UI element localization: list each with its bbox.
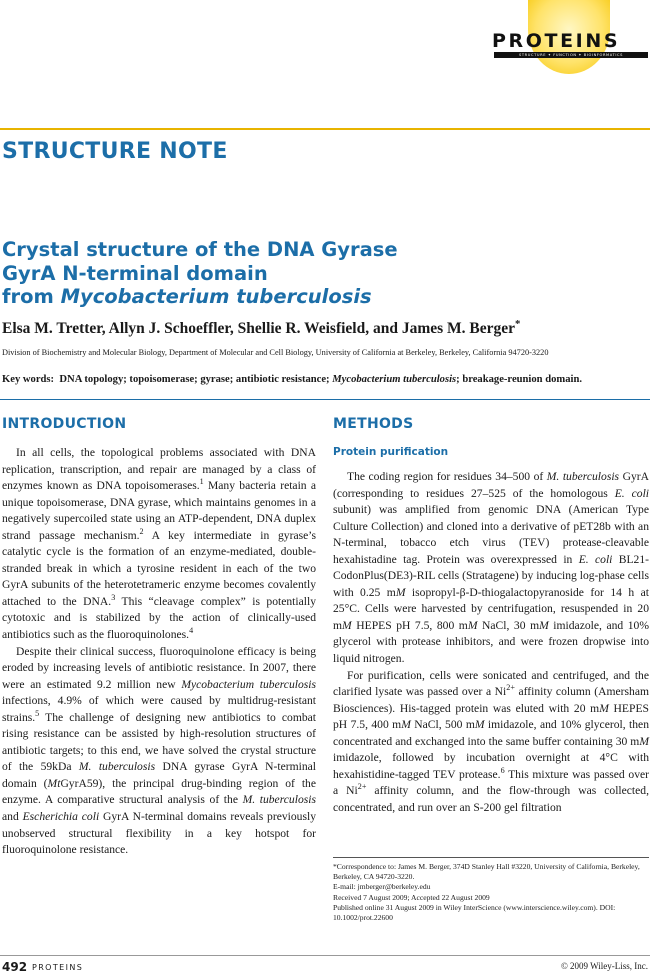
methods-heading: METHODS [333, 416, 414, 432]
introduction-paragraph-2: Despite their clinical success, fluoroquinolone efficacy is being eroded by increasing levels of antibiotic resistance. In 2007, there were an estimated 9.2 million new Mycobacterium tuberculosis infections, 4.9% of which were caused by multidrug-resistant strains.$^5$ The challenge of designing new antibiotics to combat rising resistance can be assisted by high-resolution structures of antibiotic targets; to this end, we have solved the crystal structure of the 59kDa M. tuberculosis DNA gyrase GyrA N-terminal domain (MtGyrA59), the principal drug-binding region of the enzyme. A comparative structural analysis of the M. tuberculosis and Escherichia coli GyrA N-terminal domains reveals previously unobserved structural flexibility in a key hotspot for fluoroquinolone resistance. [2, 644, 316, 857]
footer-divider [0, 955, 650, 956]
title-line-3 [2, 285, 398, 309]
copyright: © 2009 Wiley-Liss, Inc. [560, 961, 648, 971]
footer-journal: PROTEINS [32, 963, 84, 972]
title-species: Mycobacterium tuberculosis [60, 285, 372, 308]
footnote-correspondence: *Correspondence to: James M. Berger, 374D Stanley Hall #3220, University of California, Berkeley, Berkeley, CA 94720-3220. [333, 862, 640, 882]
introduction-heading: INTRODUCTION [2, 416, 127, 432]
title-line-3-prefix: from [2, 285, 61, 308]
ref-6: 6 [500, 765, 505, 775]
page-number: 492 [2, 960, 28, 974]
journal-logo: PROTEINS [492, 30, 621, 52]
footnote-received: Received 7 August 2009; Accepted 22 August 2009 [333, 892, 490, 902]
methods-paragraph-1: The coding region for residues 34–500 of M. tuberculosis GyrA (corresponding to residues 27–525 of the homologous E. coli subunit) was amplified from genomic DNA (American Type Culture Collection) and cloned into a derivative of pET28b with an N-terminal, tobacco etch virus (TEV) protease-cleavable hexahistadine tag. Protein was overexpressed in E. coli BL21-CodonPlus(DE3)-RIL cells (Stratagene) by inducing log-phase cells with 0.25 mM isopropyl-β-D-thiogalactopyranoside for 14 h at 25°C. Cells were harvested by centrifugation, resuspended in 20 mM HEPES pH 7.5, 800 mM NaCl, 30 mM imidazole, and 10% glycerol with protease inhibitors, and were frozen dropwise into liquid nitrogen. [333, 470, 650, 666]
keywords-divider [0, 399, 650, 400]
methods-paragraph-2: For purification, cells were sonicated and centrifuged, and the clarified lysate was passed over a $Ni^{2+}$ affinity column (Amersham Biosciences). His-tagged protein was eluted with 20 mM HEPES pH 7.5, 400 mM NaCl, 500 mM imidazole, and 10% glycerol, then concentrated and exchanged into the same buffer containing 30 mM imidazole, followed by incubation overnight at 4°C with hexahistidine-tagged TEV protease.$^6$ This mixture was passed over a $Ni^{2+}$ affinity column, and the flow-through was collected, concentrated, and run over an S-200 gel filtration [333, 668, 649, 814]
ref-3: 3 [111, 593, 116, 603]
section-label: STRUCTURE NOTE [2, 139, 228, 164]
footnote-published: Published online 31 August 2009 in Wiley InterScience (www.interscience.wiley.com). DOI: 10.1002/prot.22600 [333, 902, 616, 923]
ref-5: 5 [35, 708, 40, 718]
ref-4: 4 [189, 626, 194, 636]
footnote [333, 862, 649, 923]
article-title [2, 238, 398, 309]
keywords-terms-end: ; breakage-reunion domain. [456, 374, 583, 385]
methods-body [333, 469, 649, 816]
introduction-paragraph-1: In all cells, the topological problems associated with DNA replication, transcription, and repair are managed by a class of enzymes known as DNA topoisomerases.$^1$ Many bacteria retain a unique topoisomerase, DNA gyrase, which maintains genomes in a negatively supercoiled state using an ATP-dependent, DNA duplex strand passage mechanism.$^2$ A key intermediate in gyrase’s catalytic cycle is the formation of an enzyme-mediated, double-stranded break in which a tyrosine resident in each of the two GyrA subunits of the heterotetrameric enzyme becomes covalently attached to the DNA.$^3$ This “cleavage complex” is potentially cytotoxic and is stabilized by the action of clinically-used antibiotics such as the fluoroquinolones.$^4$ [2, 446, 316, 642]
author-list [2, 317, 521, 338]
keywords-label: Key words: [2, 374, 55, 385]
header-divider [0, 128, 650, 130]
title-line-2: GyrA N-terminal domain [2, 261, 268, 285]
keywords-species: Mycobacterium tuberculosis [332, 374, 457, 385]
corresponding-mark: * [515, 317, 521, 330]
ref-2: 2 [139, 526, 144, 536]
keywords-terms: DNA topology; topoisomerase; gyrase; antibiotic resistance; [59, 374, 330, 385]
introduction-body [2, 445, 316, 859]
affiliation: Division of Biochemistry and Molecular Biology, Department of Molecular and Cell Biology, University of California at Berkeley, Berkeley, California 94720-3220 [2, 348, 549, 357]
footnote-email: E-mail: jmberger@berkeley.edu [333, 882, 431, 892]
ref-1: 1 [199, 477, 204, 487]
methods-subheading: Protein purification [333, 446, 449, 458]
journal-tagline: STRUCTURE ✦ FUNCTION ✦ BIOINFORMATICS [494, 52, 648, 58]
footnote-divider [333, 857, 649, 858]
keywords [2, 374, 582, 385]
title-line-1: Crystal structure of the DNA Gyrase [2, 238, 398, 261]
authors-names: Elsa M. Tretter, Allyn J. Schoeffler, Shellie R. Weisfield, and James M. Berger [2, 320, 516, 337]
